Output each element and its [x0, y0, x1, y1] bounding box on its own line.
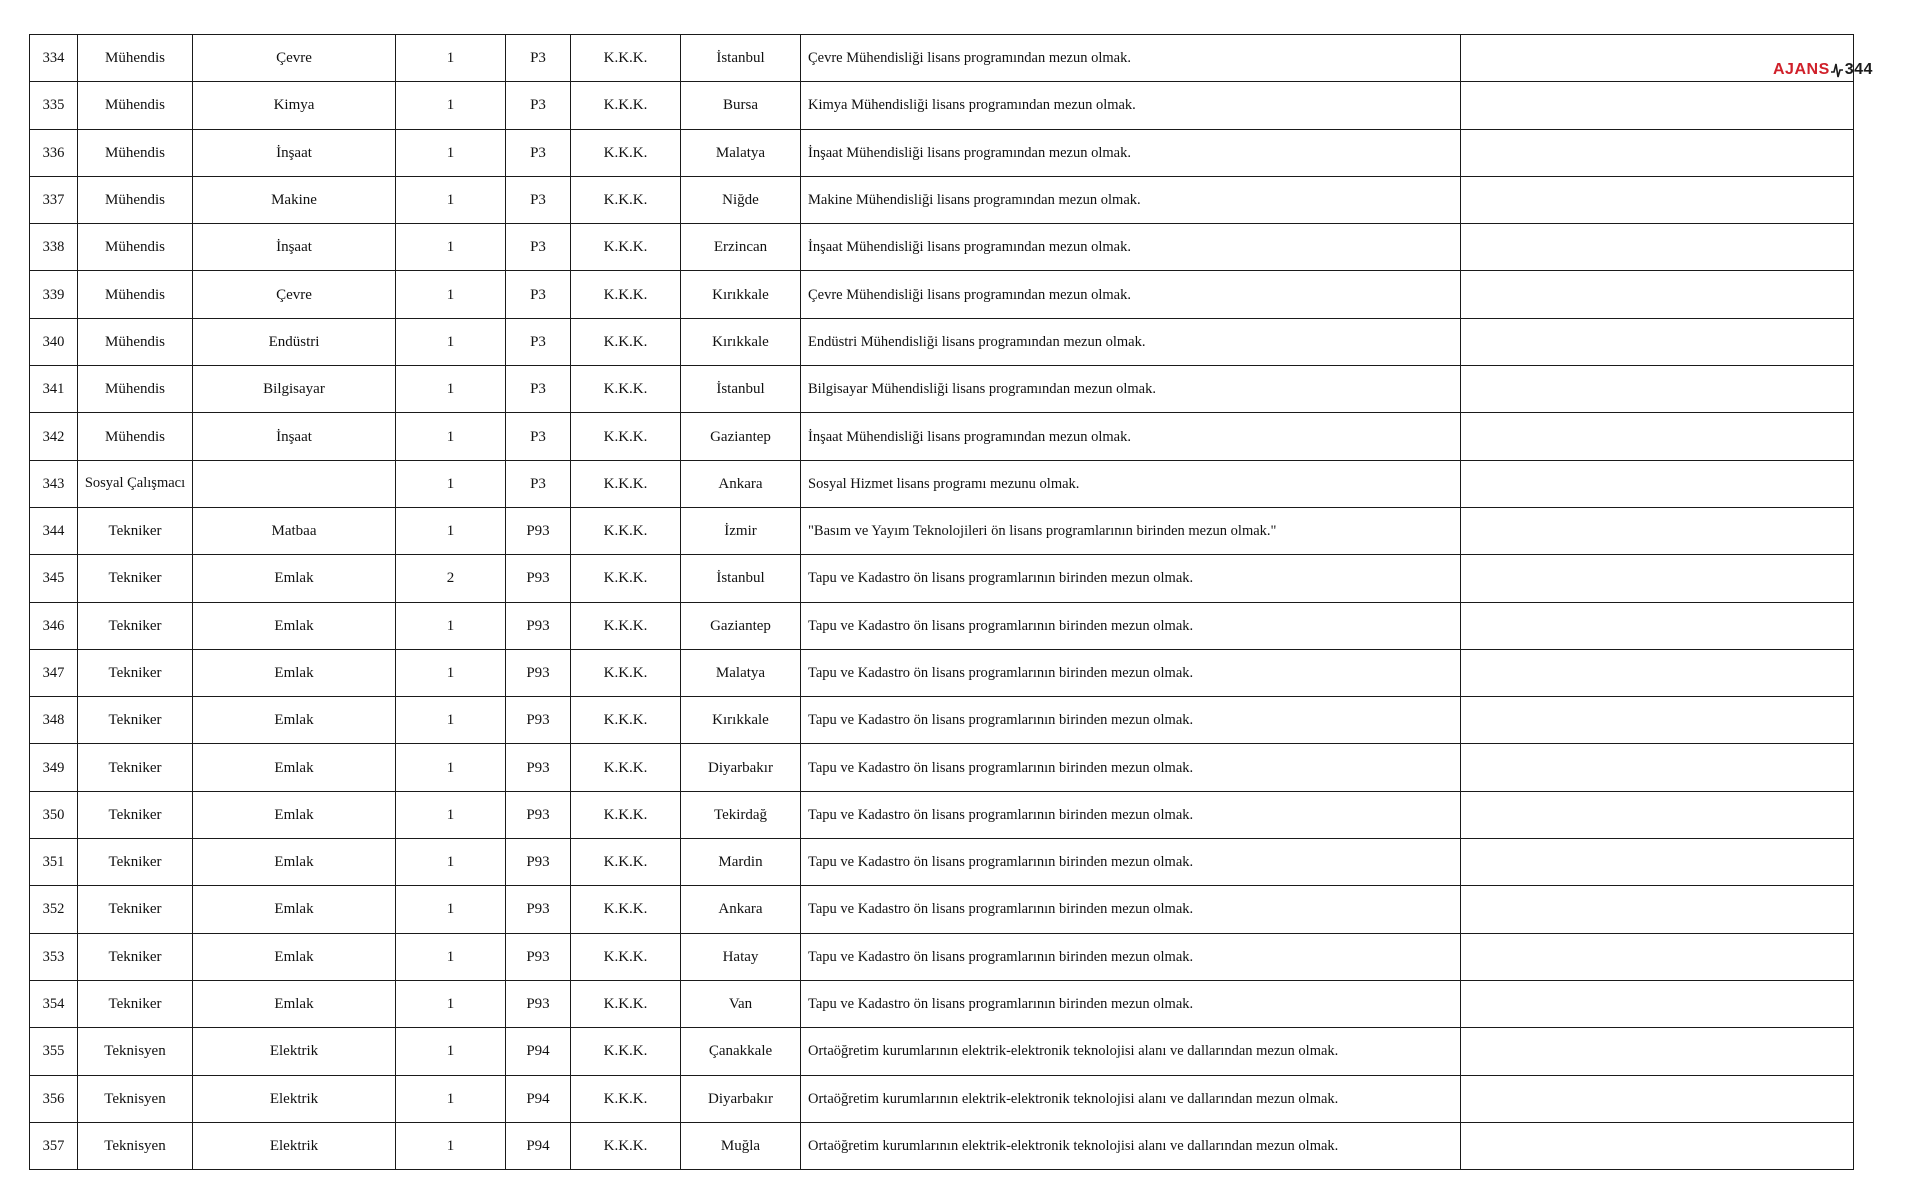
cell-requirement: Tapu ve Kadastro ön lisans programlarının birinden mezun olmak.: [801, 933, 1461, 980]
cell-no: 340: [30, 318, 78, 365]
cell-no: 353: [30, 933, 78, 980]
cell-title: Mühendis: [78, 176, 193, 223]
cell-no: 336: [30, 129, 78, 176]
cell-field: Emlak: [193, 744, 396, 791]
cell-title: Teknisyen: [78, 1122, 193, 1169]
cell-requirement: Tapu ve Kadastro ön lisans programlarının birinden mezun olmak.: [801, 791, 1461, 838]
cell-no: 349: [30, 744, 78, 791]
cell-institution: K.K.K.: [571, 129, 681, 176]
cell-city: İzmir: [681, 507, 801, 554]
cell-requirement: Tapu ve Kadastro ön lisans programlarının birinden mezun olmak.: [801, 649, 1461, 696]
cell-title: Mühendis: [78, 224, 193, 271]
cell-city: Erzincan: [681, 224, 801, 271]
cell-title: Tekniker: [78, 602, 193, 649]
cell-score-type: P3: [506, 413, 571, 460]
cell-title: Tekniker: [78, 744, 193, 791]
cell-count: 2: [396, 555, 506, 602]
table-row: [30, 82, 1854, 129]
cell-city: İstanbul: [681, 35, 801, 82]
cell-requirement: Kimya Mühendisliği lisans programından mezun olmak.: [801, 82, 1461, 129]
cell-score-type: P3: [506, 318, 571, 365]
table-row: [30, 35, 1854, 82]
cell-score-type: P3: [506, 176, 571, 223]
cell-city: Bursa: [681, 82, 801, 129]
cell-city: Kırıkkale: [681, 697, 801, 744]
table-row: [30, 366, 1854, 413]
cell-requirement: Tapu ve Kadastro ön lisans programlarının birinden mezun olmak.: [801, 602, 1461, 649]
cell-no: 338: [30, 224, 78, 271]
cell-city: Diyarbakır: [681, 1075, 801, 1122]
pulse-icon: [1831, 60, 1843, 80]
cell-score-type: P94: [506, 1028, 571, 1075]
cell-score-type: P93: [506, 744, 571, 791]
cell-institution: K.K.K.: [571, 271, 681, 318]
cell-field: Emlak: [193, 602, 396, 649]
cell-field: Emlak: [193, 555, 396, 602]
cell-requirement: Tapu ve Kadastro ön lisans programlarının birinden mezun olmak.: [801, 555, 1461, 602]
cell-field: Çevre: [193, 271, 396, 318]
cell-institution: K.K.K.: [571, 697, 681, 744]
cell-institution: K.K.K.: [571, 555, 681, 602]
cell-field: Endüstri: [193, 318, 396, 365]
cell-no: 354: [30, 980, 78, 1027]
cell-requirement: İnşaat Mühendisliği lisans programından mezun olmak.: [801, 129, 1461, 176]
cell-field: Elektrik: [193, 1122, 396, 1169]
cell-field: İnşaat: [193, 413, 396, 460]
cell-institution: K.K.K.: [571, 460, 681, 507]
cell-count: 1: [396, 35, 506, 82]
cell-no: 339: [30, 271, 78, 318]
cell-requirement: Tapu ve Kadastro ön lisans programlarının birinden mezun olmak.: [801, 839, 1461, 886]
table-row: [30, 933, 1854, 980]
cell-institution: K.K.K.: [571, 839, 681, 886]
cell-field: Emlak: [193, 980, 396, 1027]
cell-institution: K.K.K.: [571, 366, 681, 413]
cell-institution: K.K.K.: [571, 1028, 681, 1075]
cell-no: 356: [30, 1075, 78, 1122]
cell-field: Çevre: [193, 35, 396, 82]
cell-no: 334: [30, 35, 78, 82]
cell-city: İstanbul: [681, 366, 801, 413]
cell-city: Malatya: [681, 649, 801, 696]
cell-institution: K.K.K.: [571, 980, 681, 1027]
cell-city: Gaziantep: [681, 413, 801, 460]
cell-field: [193, 460, 396, 507]
cell-score-type: P94: [506, 1075, 571, 1122]
cell-city: Malatya: [681, 129, 801, 176]
cell-field: Elektrik: [193, 1075, 396, 1122]
cell-notes: [1461, 129, 1854, 176]
table-row: [30, 649, 1854, 696]
cell-notes: [1461, 82, 1854, 129]
cell-institution: K.K.K.: [571, 791, 681, 838]
table-row: [30, 224, 1854, 271]
cell-field: Matbaa: [193, 507, 396, 554]
cell-no: 347: [30, 649, 78, 696]
cell-field: İnşaat: [193, 129, 396, 176]
cell-notes: [1461, 744, 1854, 791]
cell-city: Van: [681, 980, 801, 1027]
cell-field: Emlak: [193, 649, 396, 696]
cell-count: 1: [396, 791, 506, 838]
cell-title: Sosyal Çalışmacı: [78, 460, 193, 507]
cell-count: 1: [396, 1028, 506, 1075]
cell-title: Tekniker: [78, 839, 193, 886]
cell-no: 357: [30, 1122, 78, 1169]
cell-count: 1: [396, 649, 506, 696]
cell-count: 1: [396, 366, 506, 413]
cell-city: Mardin: [681, 839, 801, 886]
cell-score-type: P3: [506, 82, 571, 129]
cell-count: 1: [396, 129, 506, 176]
cell-title: Tekniker: [78, 791, 193, 838]
cell-count: 1: [396, 82, 506, 129]
table-row: [30, 886, 1854, 933]
cell-score-type: P93: [506, 839, 571, 886]
cell-score-type: P93: [506, 886, 571, 933]
cell-title: Tekniker: [78, 980, 193, 1027]
cell-requirement: "Basım ve Yayım Teknolojileri ön lisans programlarının birinden mezun olmak.": [801, 507, 1461, 554]
cell-requirement: Tapu ve Kadastro ön lisans programlarının birinden mezun olmak.: [801, 744, 1461, 791]
cell-count: 1: [396, 980, 506, 1027]
table-row: [30, 129, 1854, 176]
cell-count: 1: [396, 271, 506, 318]
cell-title: Mühendis: [78, 366, 193, 413]
cell-field: Emlak: [193, 791, 396, 838]
cell-institution: K.K.K.: [571, 602, 681, 649]
cell-notes: [1461, 1028, 1854, 1075]
cell-title: Tekniker: [78, 697, 193, 744]
cell-score-type: P3: [506, 224, 571, 271]
cell-institution: K.K.K.: [571, 318, 681, 365]
cell-count: 1: [396, 886, 506, 933]
cell-city: Gaziantep: [681, 602, 801, 649]
cell-field: Kimya: [193, 82, 396, 129]
cell-notes: [1461, 271, 1854, 318]
cell-score-type: P3: [506, 366, 571, 413]
cell-no: 343: [30, 460, 78, 507]
cell-requirement: İnşaat Mühendisliği lisans programından mezun olmak.: [801, 413, 1461, 460]
cell-city: Niğde: [681, 176, 801, 223]
cell-institution: K.K.K.: [571, 82, 681, 129]
cell-title: Mühendis: [78, 413, 193, 460]
cell-no: 355: [30, 1028, 78, 1075]
cell-score-type: P93: [506, 980, 571, 1027]
cell-requirement: Ortaöğretim kurumlarının elektrik-elektronik teknolojisi alanı ve dallarından mezun olmak.: [801, 1028, 1461, 1075]
cell-institution: K.K.K.: [571, 744, 681, 791]
cell-city: İstanbul: [681, 555, 801, 602]
cell-score-type: P93: [506, 697, 571, 744]
cell-notes: [1461, 980, 1854, 1027]
cell-institution: K.K.K.: [571, 886, 681, 933]
cell-notes: [1461, 507, 1854, 554]
cell-notes: [1461, 697, 1854, 744]
cell-count: 1: [396, 744, 506, 791]
cell-requirement: Makine Mühendisliği lisans programından mezun olmak.: [801, 176, 1461, 223]
cell-title: Mühendis: [78, 318, 193, 365]
cell-notes: [1461, 366, 1854, 413]
logo-text-red: AJANS: [1773, 61, 1830, 78]
cell-notes: [1461, 649, 1854, 696]
cell-notes: [1461, 460, 1854, 507]
cell-notes: [1461, 1075, 1854, 1122]
cell-institution: K.K.K.: [571, 413, 681, 460]
cell-no: 337: [30, 176, 78, 223]
cell-city: Çanakkale: [681, 1028, 801, 1075]
cell-score-type: P93: [506, 555, 571, 602]
cell-city: Hatay: [681, 933, 801, 980]
cell-title: Teknisyen: [78, 1028, 193, 1075]
table-body: [30, 35, 1854, 1170]
cell-city: Ankara: [681, 460, 801, 507]
table-row: [30, 318, 1854, 365]
cell-count: 1: [396, 1122, 506, 1169]
cell-title: Tekniker: [78, 507, 193, 554]
cell-title: Tekniker: [78, 886, 193, 933]
cell-score-type: P93: [506, 649, 571, 696]
cell-notes: [1461, 555, 1854, 602]
cell-count: 1: [396, 839, 506, 886]
cell-notes: [1461, 176, 1854, 223]
cell-city: Kırıkkale: [681, 271, 801, 318]
cell-field: Bilgisayar: [193, 366, 396, 413]
table-row: [30, 1122, 1854, 1169]
cell-score-type: P93: [506, 507, 571, 554]
cell-score-type: P3: [506, 271, 571, 318]
cell-title: Tekniker: [78, 933, 193, 980]
cell-requirement: Tapu ve Kadastro ön lisans programlarının birinden mezun olmak.: [801, 980, 1461, 1027]
cell-count: 1: [396, 602, 506, 649]
cell-title: Tekniker: [78, 649, 193, 696]
cell-title: Tekniker: [78, 555, 193, 602]
cell-title: Mühendis: [78, 271, 193, 318]
cell-no: 348: [30, 697, 78, 744]
cell-notes: [1461, 1122, 1854, 1169]
cell-field: Emlak: [193, 697, 396, 744]
cell-count: 1: [396, 507, 506, 554]
cell-no: 344: [30, 507, 78, 554]
cell-no: 351: [30, 839, 78, 886]
cell-no: 341: [30, 366, 78, 413]
cell-institution: K.K.K.: [571, 933, 681, 980]
cell-count: 1: [396, 933, 506, 980]
cell-title: Mühendis: [78, 129, 193, 176]
cell-count: 1: [396, 224, 506, 271]
table-row: [30, 460, 1854, 507]
cell-no: 352: [30, 886, 78, 933]
table-row: [30, 602, 1854, 649]
table-row: [30, 839, 1854, 886]
table-row: [30, 791, 1854, 838]
cell-field: Makine: [193, 176, 396, 223]
logo-text-dark: 344: [1844, 61, 1873, 78]
cell-city: Ankara: [681, 886, 801, 933]
cell-score-type: P94: [506, 1122, 571, 1169]
table-row: [30, 555, 1854, 602]
cell-institution: K.K.K.: [571, 176, 681, 223]
cell-notes: [1461, 413, 1854, 460]
cell-score-type: P93: [506, 791, 571, 838]
cell-institution: K.K.K.: [571, 649, 681, 696]
position-table: [29, 34, 1854, 1170]
table-row: [30, 697, 1854, 744]
cell-no: 342: [30, 413, 78, 460]
cell-count: 1: [396, 176, 506, 223]
cell-count: 1: [396, 413, 506, 460]
cell-field: Emlak: [193, 886, 396, 933]
cell-notes: [1461, 933, 1854, 980]
cell-count: 1: [396, 318, 506, 365]
cell-count: 1: [396, 460, 506, 507]
cell-notes: [1461, 318, 1854, 365]
cell-requirement: İnşaat Mühendisliği lisans programından mezun olmak.: [801, 224, 1461, 271]
cell-score-type: P3: [506, 460, 571, 507]
cell-notes: [1461, 791, 1854, 838]
cell-notes: [1461, 602, 1854, 649]
table-row: [30, 980, 1854, 1027]
cell-no: 335: [30, 82, 78, 129]
cell-requirement: Bilgisayar Mühendisliği lisans programından mezun olmak.: [801, 366, 1461, 413]
cell-score-type: P3: [506, 35, 571, 82]
cell-requirement: Tapu ve Kadastro ön lisans programlarının birinden mezun olmak.: [801, 697, 1461, 744]
cell-field: İnşaat: [193, 224, 396, 271]
cell-city: Tekirdağ: [681, 791, 801, 838]
cell-requirement: Çevre Mühendisliği lisans programından mezun olmak.: [801, 271, 1461, 318]
cell-count: 1: [396, 697, 506, 744]
table-row: [30, 413, 1854, 460]
cell-requirement: Ortaöğretim kurumlarının elektrik-elektronik teknolojisi alanı ve dallarından mezun olmak.: [801, 1075, 1461, 1122]
cell-no: 346: [30, 602, 78, 649]
cell-score-type: P93: [506, 602, 571, 649]
cell-city: Kırıkkale: [681, 318, 801, 365]
cell-title: Teknisyen: [78, 1075, 193, 1122]
cell-institution: K.K.K.: [571, 224, 681, 271]
cell-requirement: Ortaöğretim kurumlarının elektrik-elektronik teknolojisi alanı ve dallarından mezun olmak.: [801, 1122, 1461, 1169]
cell-notes: [1461, 224, 1854, 271]
cell-institution: K.K.K.: [571, 35, 681, 82]
cell-field: Emlak: [193, 933, 396, 980]
cell-score-type: P3: [506, 129, 571, 176]
cell-requirement: Endüstri Mühendisliği lisans programından mezun olmak.: [801, 318, 1461, 365]
cell-institution: K.K.K.: [571, 1122, 681, 1169]
cell-institution: K.K.K.: [571, 507, 681, 554]
cell-field: Elektrik: [193, 1028, 396, 1075]
cell-institution: K.K.K.: [571, 1075, 681, 1122]
table-row: [30, 271, 1854, 318]
table-row: [30, 507, 1854, 554]
cell-count: 1: [396, 1075, 506, 1122]
cell-requirement: Sosyal Hizmet lisans programı mezunu olmak.: [801, 460, 1461, 507]
cell-no: 350: [30, 791, 78, 838]
table-row: [30, 176, 1854, 223]
table-row: [30, 1075, 1854, 1122]
cell-title: Mühendis: [78, 35, 193, 82]
cell-notes: [1461, 886, 1854, 933]
cell-city: Diyarbakır: [681, 744, 801, 791]
cell-no: 345: [30, 555, 78, 602]
watermark-logo: [1773, 56, 1877, 84]
table-row: [30, 1028, 1854, 1075]
cell-field: Emlak: [193, 839, 396, 886]
cell-score-type: P93: [506, 933, 571, 980]
table-row: [30, 744, 1854, 791]
cell-title: Mühendis: [78, 82, 193, 129]
document-sheet: [29, 34, 1854, 1170]
cell-city: Muğla: [681, 1122, 801, 1169]
cell-notes: [1461, 839, 1854, 886]
cell-requirement: Tapu ve Kadastro ön lisans programlarının birinden mezun olmak.: [801, 886, 1461, 933]
cell-requirement: Çevre Mühendisliği lisans programından mezun olmak.: [801, 35, 1461, 82]
